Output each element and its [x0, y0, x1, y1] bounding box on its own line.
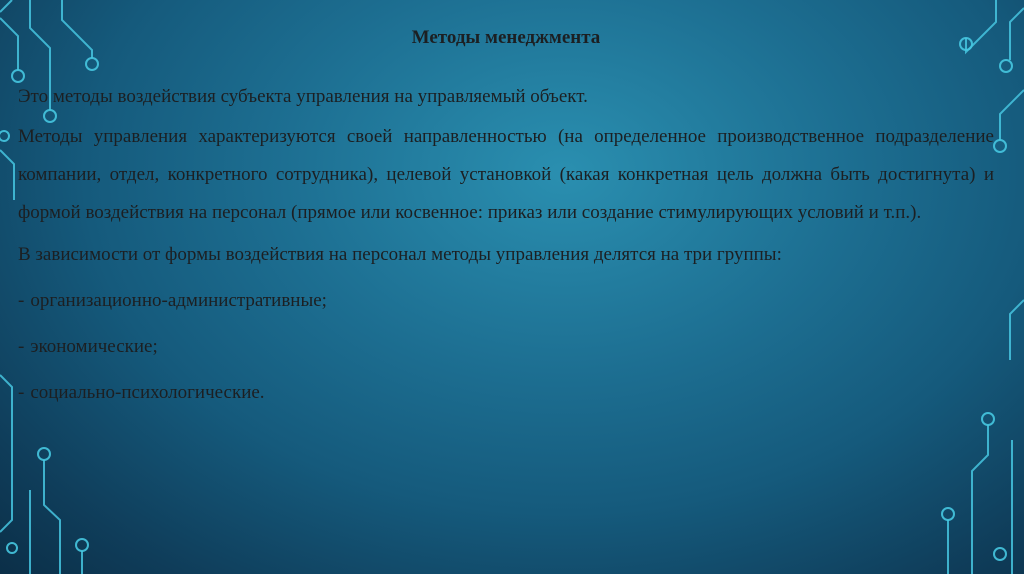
circuit-trace — [0, 150, 14, 200]
slide-title: Методы менеджмента — [411, 27, 601, 48]
circuit-trace — [44, 460, 60, 574]
circuit-node — [76, 539, 88, 551]
circuit-node — [38, 448, 50, 460]
circuit-node — [994, 140, 1006, 152]
circuit-trace — [1010, 300, 1024, 360]
circuit-node — [7, 543, 17, 553]
slide-content — [18, 26, 994, 412]
circuit-node — [1000, 60, 1012, 72]
circuit-trace — [972, 425, 988, 574]
list-item-text: организационно-административные; — [30, 290, 327, 311]
circuit-node — [982, 413, 994, 425]
circuit-node — [0, 131, 9, 141]
circuit-trace — [0, 0, 12, 12]
list-item — [18, 282, 994, 320]
circuit-node — [942, 508, 954, 520]
circuit-trace — [1010, 8, 1024, 60]
paragraph-characteristics: Методы управления характеризуются своей направленностью (на определенное производственное подразделение компании, отдел, конкретного сотрудника), целевой установкой (какая конкретная цель должна быть достигнута) и формой воздействия на персонал (прямое или косвенное: приказ или создание стимулирующих условий и т.п.). — [18, 126, 994, 223]
circuit-trace — [1000, 90, 1024, 140]
list-item — [18, 328, 994, 366]
list-dash: - — [18, 336, 25, 357]
list-item — [18, 374, 994, 412]
circuit-node — [994, 548, 1006, 560]
paragraph-groups: В зависимости от формы воздействия на персонал методы управления делятся на три группы: — [18, 244, 782, 265]
list-item-text: социально-психологические. — [30, 382, 265, 403]
list-dash: - — [18, 382, 25, 403]
list-dash: - — [18, 290, 25, 311]
circuit-trace — [0, 18, 18, 70]
list-item-text: экономические; — [30, 336, 158, 357]
paragraph-definition: Это методы воздействия субъекта управления на управляемый объект. — [18, 86, 588, 107]
circuit-trace — [0, 375, 12, 532]
